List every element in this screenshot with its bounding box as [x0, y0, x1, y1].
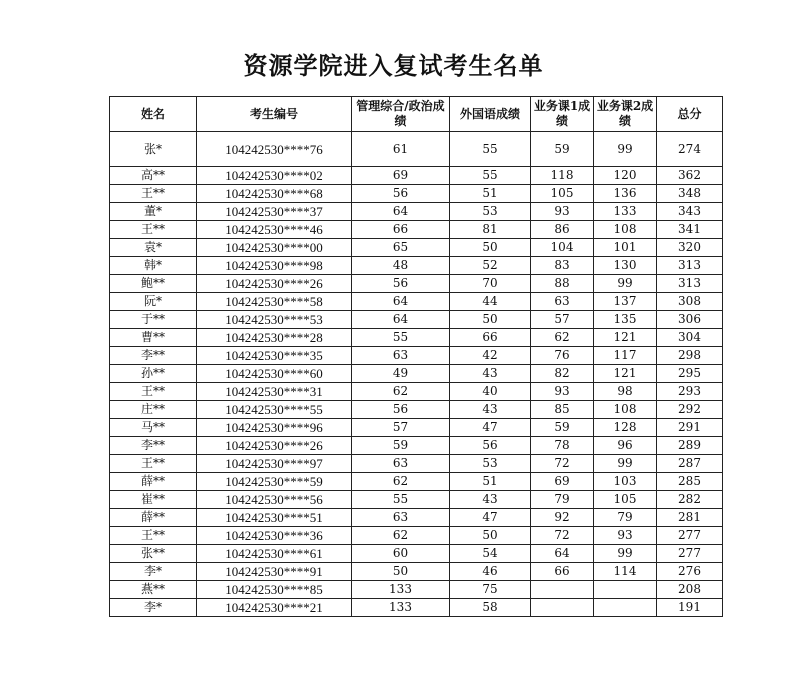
cell-foreign-language-score: 56 [450, 437, 531, 455]
cell-politics-score: 60 [352, 545, 450, 563]
cell-subject1-score: 86 [531, 221, 594, 239]
table-row [110, 437, 723, 455]
cell-subject1-score: 59 [531, 132, 594, 167]
cell-total-score: 304 [657, 329, 723, 347]
cell-subject1-score: 85 [531, 401, 594, 419]
cell-exam-id: 104242530****96 [197, 419, 352, 437]
cell-politics-score: 69 [352, 167, 450, 185]
table-row [110, 167, 723, 185]
cell-exam-id: 104242530****35 [197, 347, 352, 365]
cell-politics-score: 64 [352, 203, 450, 221]
cell-subject1-score [531, 599, 594, 617]
cell-foreign-language-score: 66 [450, 329, 531, 347]
cell-politics-score: 63 [352, 509, 450, 527]
cell-politics-score: 66 [352, 221, 450, 239]
cell-subject2-score [594, 581, 657, 599]
cell-exam-id: 104242530****85 [197, 581, 352, 599]
cell-subject1-score: 76 [531, 347, 594, 365]
cell-total-score: 306 [657, 311, 723, 329]
table-row [110, 509, 723, 527]
cell-exam-id: 104242530****26 [197, 437, 352, 455]
cell-name: 薛** [110, 509, 197, 527]
cell-subject2-score: 99 [594, 455, 657, 473]
cell-exam-id: 104242530****28 [197, 329, 352, 347]
cell-exam-id: 104242530****46 [197, 221, 352, 239]
cell-name: 王** [110, 221, 197, 239]
cell-foreign-language-score: 55 [450, 132, 531, 167]
cell-name: 李* [110, 563, 197, 581]
table-row [110, 203, 723, 221]
cell-name: 燕** [110, 581, 197, 599]
cell-politics-score: 57 [352, 419, 450, 437]
cell-subject2-score: 99 [594, 275, 657, 293]
cell-subject2-score: 120 [594, 167, 657, 185]
table-row [110, 401, 723, 419]
cell-total-score: 191 [657, 599, 723, 617]
cell-foreign-language-score: 43 [450, 401, 531, 419]
table-row [110, 132, 723, 167]
cell-total-score: 293 [657, 383, 723, 401]
header-politics-score: 管理综合/政治成绩 [352, 97, 450, 132]
cell-exam-id: 104242530****00 [197, 239, 352, 257]
cell-foreign-language-score: 55 [450, 167, 531, 185]
cell-subject2-score: 117 [594, 347, 657, 365]
cell-exam-id: 104242530****98 [197, 257, 352, 275]
cell-subject1-score: 57 [531, 311, 594, 329]
cell-subject2-score: 108 [594, 221, 657, 239]
cell-subject2-score: 99 [594, 545, 657, 563]
cell-subject1-score: 59 [531, 419, 594, 437]
cell-exam-id: 104242530****53 [197, 311, 352, 329]
cell-subject1-score: 105 [531, 185, 594, 203]
cell-politics-score: 56 [352, 185, 450, 203]
cell-subject2-score: 136 [594, 185, 657, 203]
cell-total-score: 277 [657, 545, 723, 563]
cell-total-score: 282 [657, 491, 723, 509]
cell-subject1-score: 64 [531, 545, 594, 563]
table-row [110, 365, 723, 383]
table-row [110, 455, 723, 473]
cell-name: 曹** [110, 329, 197, 347]
cell-total-score: 281 [657, 509, 723, 527]
cell-exam-id: 104242530****59 [197, 473, 352, 491]
cell-foreign-language-score: 51 [450, 473, 531, 491]
cell-subject1-score: 118 [531, 167, 594, 185]
cell-name: 韩* [110, 257, 197, 275]
cell-exam-id: 104242530****56 [197, 491, 352, 509]
cell-name: 王** [110, 527, 197, 545]
header-exam-id: 考生编号 [197, 97, 352, 132]
cell-subject1-score: 72 [531, 527, 594, 545]
cell-exam-id: 104242530****60 [197, 365, 352, 383]
cell-total-score: 276 [657, 563, 723, 581]
table-row [110, 599, 723, 617]
cell-total-score: 313 [657, 275, 723, 293]
cell-subject2-score: 99 [594, 132, 657, 167]
cell-subject2-score: 121 [594, 329, 657, 347]
cell-total-score: 295 [657, 365, 723, 383]
cell-foreign-language-score: 53 [450, 455, 531, 473]
cell-subject2-score: 101 [594, 239, 657, 257]
cell-name: 庄** [110, 401, 197, 419]
cell-exam-id: 104242530****97 [197, 455, 352, 473]
cell-subject1-score: 82 [531, 365, 594, 383]
cell-foreign-language-score: 81 [450, 221, 531, 239]
cell-politics-score: 65 [352, 239, 450, 257]
cell-foreign-language-score: 40 [450, 383, 531, 401]
cell-subject1-score: 79 [531, 491, 594, 509]
cell-foreign-language-score: 53 [450, 203, 531, 221]
cell-foreign-language-score: 44 [450, 293, 531, 311]
cell-exam-id: 104242530****58 [197, 293, 352, 311]
cell-subject1-score: 83 [531, 257, 594, 275]
cell-politics-score: 64 [352, 311, 450, 329]
cell-subject2-score: 79 [594, 509, 657, 527]
table-row [110, 347, 723, 365]
cell-subject2-score: 103 [594, 473, 657, 491]
cell-exam-id: 104242530****61 [197, 545, 352, 563]
cell-subject1-score: 63 [531, 293, 594, 311]
cell-foreign-language-score: 75 [450, 581, 531, 599]
cell-exam-id: 104242530****31 [197, 383, 352, 401]
cell-politics-score: 64 [352, 293, 450, 311]
cell-name: 高** [110, 167, 197, 185]
table-row [110, 257, 723, 275]
table-row [110, 383, 723, 401]
cell-politics-score: 56 [352, 275, 450, 293]
cell-politics-score: 63 [352, 347, 450, 365]
cell-name: 张** [110, 545, 197, 563]
cell-foreign-language-score: 47 [450, 509, 531, 527]
cell-subject2-score: 114 [594, 563, 657, 581]
cell-politics-score: 63 [352, 455, 450, 473]
cell-foreign-language-score: 54 [450, 545, 531, 563]
cell-foreign-language-score: 51 [450, 185, 531, 203]
cell-politics-score: 55 [352, 491, 450, 509]
cell-name: 袁* [110, 239, 197, 257]
cell-subject1-score: 88 [531, 275, 594, 293]
cell-subject1-score: 66 [531, 563, 594, 581]
cell-total-score: 343 [657, 203, 723, 221]
cell-subject1-score: 62 [531, 329, 594, 347]
cell-politics-score: 61 [352, 132, 450, 167]
cell-politics-score: 49 [352, 365, 450, 383]
cell-foreign-language-score: 70 [450, 275, 531, 293]
cell-exam-id: 104242530****21 [197, 599, 352, 617]
header-foreign-language-score: 外国语成绩 [450, 97, 531, 132]
cell-subject1-score: 93 [531, 203, 594, 221]
cell-subject1-score: 93 [531, 383, 594, 401]
table-row [110, 239, 723, 257]
cell-politics-score: 62 [352, 473, 450, 491]
cell-name: 张* [110, 132, 197, 167]
cell-subject2-score: 96 [594, 437, 657, 455]
candidate-table [109, 96, 723, 617]
cell-exam-id: 104242530****26 [197, 275, 352, 293]
header-total-score: 总分 [657, 97, 723, 132]
page-title: 资源学院进入复试考生名单 [243, 51, 544, 80]
cell-subject1-score: 72 [531, 455, 594, 473]
cell-foreign-language-score: 47 [450, 419, 531, 437]
cell-subject1-score: 69 [531, 473, 594, 491]
table-header [110, 97, 723, 132]
cell-exam-id: 104242530****55 [197, 401, 352, 419]
cell-exam-id: 104242530****02 [197, 167, 352, 185]
cell-foreign-language-score: 46 [450, 563, 531, 581]
cell-politics-score: 55 [352, 329, 450, 347]
cell-subject2-score [594, 599, 657, 617]
cell-total-score: 362 [657, 167, 723, 185]
cell-foreign-language-score: 42 [450, 347, 531, 365]
table-row [110, 419, 723, 437]
cell-politics-score: 48 [352, 257, 450, 275]
table-row [110, 527, 723, 545]
cell-foreign-language-score: 43 [450, 491, 531, 509]
cell-foreign-language-score: 50 [450, 239, 531, 257]
table-row [110, 491, 723, 509]
table-row [110, 293, 723, 311]
cell-total-score: 274 [657, 132, 723, 167]
cell-subject1-score: 78 [531, 437, 594, 455]
cell-subject2-score: 128 [594, 419, 657, 437]
cell-politics-score: 133 [352, 599, 450, 617]
cell-subject2-score: 133 [594, 203, 657, 221]
cell-subject1-score [531, 581, 594, 599]
cell-total-score: 320 [657, 239, 723, 257]
cell-name: 于** [110, 311, 197, 329]
cell-total-score: 348 [657, 185, 723, 203]
cell-name: 孙** [110, 365, 197, 383]
cell-politics-score: 50 [352, 563, 450, 581]
table-row [110, 473, 723, 491]
table-row [110, 329, 723, 347]
cell-foreign-language-score: 58 [450, 599, 531, 617]
cell-total-score: 291 [657, 419, 723, 437]
cell-total-score: 285 [657, 473, 723, 491]
header-row [110, 97, 723, 132]
cell-total-score: 298 [657, 347, 723, 365]
cell-total-score: 308 [657, 293, 723, 311]
cell-subject2-score: 108 [594, 401, 657, 419]
cell-politics-score: 62 [352, 383, 450, 401]
cell-total-score: 313 [657, 257, 723, 275]
cell-name: 薛** [110, 473, 197, 491]
table-row [110, 545, 723, 563]
cell-exam-id: 104242530****51 [197, 509, 352, 527]
cell-subject2-score: 98 [594, 383, 657, 401]
cell-politics-score: 59 [352, 437, 450, 455]
cell-foreign-language-score: 50 [450, 527, 531, 545]
cell-total-score: 287 [657, 455, 723, 473]
cell-total-score: 277 [657, 527, 723, 545]
header-subject2-score: 业务课2成绩 [594, 97, 657, 132]
cell-name: 王** [110, 185, 197, 203]
cell-name: 董* [110, 203, 197, 221]
cell-foreign-language-score: 43 [450, 365, 531, 383]
cell-total-score: 289 [657, 437, 723, 455]
cell-name: 鲍** [110, 275, 197, 293]
cell-subject2-score: 137 [594, 293, 657, 311]
cell-name: 李** [110, 437, 197, 455]
cell-subject1-score: 92 [531, 509, 594, 527]
cell-total-score: 341 [657, 221, 723, 239]
header-subject1-score: 业务课1成绩 [531, 97, 594, 132]
cell-subject1-score: 104 [531, 239, 594, 257]
cell-foreign-language-score: 52 [450, 257, 531, 275]
cell-politics-score: 56 [352, 401, 450, 419]
table-row [110, 275, 723, 293]
cell-name: 王** [110, 455, 197, 473]
table-row [110, 185, 723, 203]
table-row [110, 563, 723, 581]
cell-subject2-score: 121 [594, 365, 657, 383]
cell-exam-id: 104242530****91 [197, 563, 352, 581]
cell-exam-id: 104242530****76 [197, 132, 352, 167]
cell-total-score: 292 [657, 401, 723, 419]
cell-exam-id: 104242530****37 [197, 203, 352, 221]
cell-name: 马** [110, 419, 197, 437]
cell-name: 阮* [110, 293, 197, 311]
cell-foreign-language-score: 50 [450, 311, 531, 329]
cell-subject2-score: 105 [594, 491, 657, 509]
cell-name: 李* [110, 599, 197, 617]
cell-subject2-score: 135 [594, 311, 657, 329]
cell-total-score: 208 [657, 581, 723, 599]
table-row [110, 581, 723, 599]
cell-name: 王** [110, 383, 197, 401]
cell-exam-id: 104242530****36 [197, 527, 352, 545]
cell-exam-id: 104242530****68 [197, 185, 352, 203]
table-row [110, 311, 723, 329]
cell-politics-score: 133 [352, 581, 450, 599]
cell-politics-score: 62 [352, 527, 450, 545]
cell-name: 崔** [110, 491, 197, 509]
cell-subject2-score: 130 [594, 257, 657, 275]
cell-name: 李** [110, 347, 197, 365]
table-row [110, 221, 723, 239]
cell-subject2-score: 93 [594, 527, 657, 545]
header-name: 姓名 [110, 97, 197, 132]
table-body [110, 132, 723, 617]
